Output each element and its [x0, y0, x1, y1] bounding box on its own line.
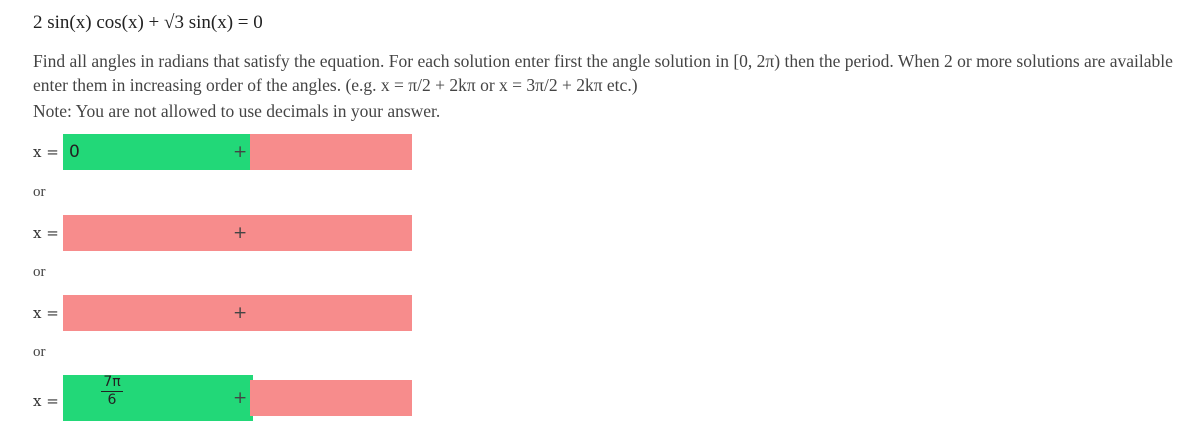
plus-sign: +	[233, 388, 248, 408]
plus-sign: +	[233, 142, 248, 162]
period-input-2[interactable]	[250, 215, 412, 251]
x-label: x =	[33, 304, 59, 322]
note-text: Note: You are not allowed to use decimals in your answer.	[33, 101, 441, 121]
fraction-numerator: 7π	[101, 375, 123, 392]
instructions	[33, 49, 1183, 123]
period-input-3[interactable]	[250, 295, 412, 331]
angle-input-3[interactable]	[63, 295, 253, 331]
x-label: x =	[33, 392, 59, 410]
angle-input-2[interactable]	[63, 215, 253, 251]
answer-row-2	[33, 215, 433, 251]
or-separator-3: or	[33, 344, 46, 360]
answer-row-1	[33, 134, 433, 170]
period-input-4[interactable]	[250, 380, 412, 416]
angle-input-4[interactable]	[63, 375, 253, 421]
x-label: x =	[33, 143, 59, 161]
answer-row-3	[33, 295, 433, 331]
angle-fraction	[101, 375, 123, 408]
fraction-denominator: 6	[107, 392, 117, 408]
angle-input-1[interactable]	[63, 134, 253, 170]
or-separator-2: or	[33, 264, 46, 280]
instruction-text: Find all angles in radians that satisfy the equation. For each solution enter first the angle solution in [0, 2π) then the period. When 2 or more solutions are available enter them in increasing order of the angles. (e.g. x = π/2 + 2kπ or x = 3π/2 + 2kπ etc.)	[33, 51, 1173, 95]
period-input-1[interactable]	[250, 134, 412, 170]
x-label: x =	[33, 224, 59, 242]
equation: 2 sin(x) cos(x) + √3 sin(x) = 0	[33, 12, 263, 33]
plus-sign: +	[233, 223, 248, 243]
answer-row-4	[33, 375, 433, 421]
plus-sign: +	[233, 303, 248, 323]
or-separator-1: or	[33, 184, 46, 200]
